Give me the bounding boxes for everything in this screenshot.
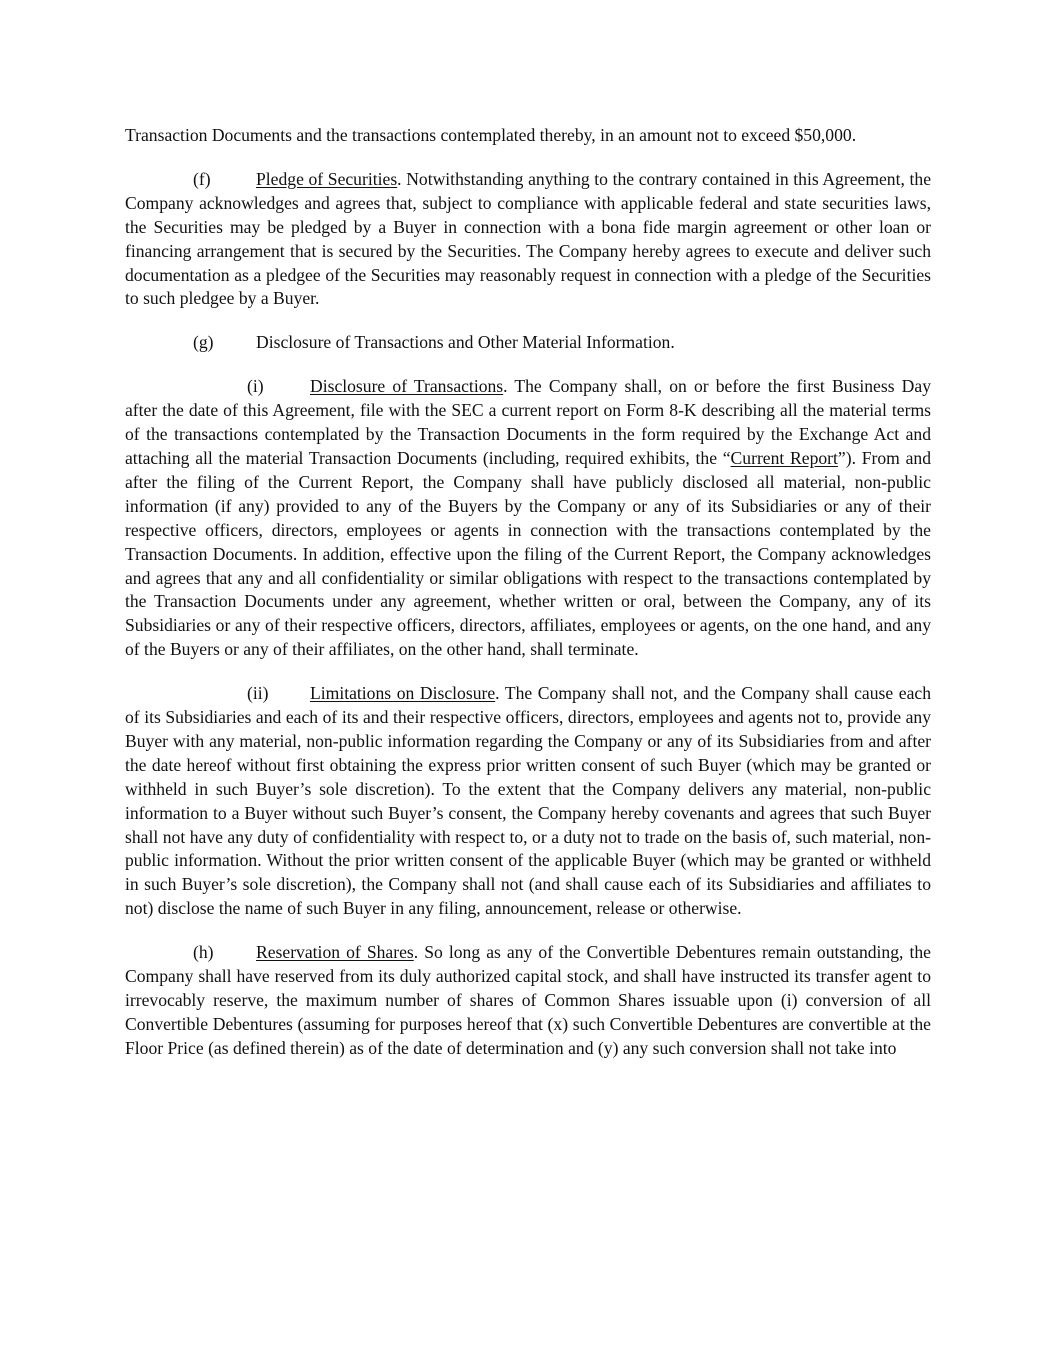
- section-f-title: Pledge of Securities: [256, 168, 398, 189]
- intro-text: Transaction Documents and the transactions contemplated thereby, in an amount not to exceed $50,000.: [125, 125, 857, 145]
- section-g-ii-body: . The Company shall not, and the Company shall cause each of its Subsidiaries and each of its and their respective officers, directors, employees and agents not to, provide any Buyer with any material, non-public information regarding the Company or any of its Subsidiaries from and after the date hereof without first obtaining the express prior written consent of such Buyer (which may be granted or withheld in such Buyer’s sole discretion). To the extent that the Company delivers any material, non-public information to a Buyer without such Buyer’s consent, the Company hereby covenants and agrees that such Buyer shall not have any duty of confidentiality with respect to, or a duty not to trade on the basis of, such material, non-public information. Without the prior written consent of the applicable Buyer (which may be granted or withheld in such Buyer’s sole discretion), the Company shall not (and shall cause each of its Subsidiaries and affiliates to not) disclose the name of such Buyer in any filing, announcement, release or otherwise.: [125, 683, 931, 919]
- section-g-i-paragraph: [125, 375, 931, 662]
- section-g-i-body-part2: ”). From and after the filing of the Current Report, the Company shall have publicly disclosed all material, non-public information (if any) provided to any of the Buyers by the Company or any of its Subsidiaries or any of their respective officers, directors, employees or agents in connection with the transactions contemplated by the Transaction Documents. In addition, effective upon the filing of the Current Report, the Company acknowledges and agrees that any and all confidentiality or similar obligations with respect to the transactions contemplated by the Transaction Documents under any agreement, whether written or oral, between the Company, any of its Subsidiaries or any of their respective officers, directors, affiliates, employees or agents, on the one hand, and any of the Buyers or any of their affiliates, on the other hand, shall terminate.: [125, 447, 931, 660]
- section-g-ii-title: Limitations on Disclosure: [310, 683, 496, 704]
- section-g-title: Disclosure of Transactions and Other Material Information.: [256, 332, 675, 353]
- section-g-ii-paragraph: [125, 682, 931, 921]
- section-h-title: Reservation of Shares: [256, 942, 414, 963]
- section-g-number: (g): [193, 332, 214, 353]
- section-g-i-body-part1: . The Company shall, on or before the first Business Day after the date of this Agreement, file with the SEC a current report on Form 8-K describing all the material terms of the transactions contemplated by the Transaction Documents in the form required by the Exchange Act and attaching all the material Transaction Documents (including, required exhibits, the “: [125, 376, 931, 468]
- current-report-defined-term: Current Report: [730, 447, 838, 468]
- section-f-number: (f): [193, 168, 211, 189]
- section-g-ii-number: (ii): [247, 683, 269, 704]
- intro-paragraph: [125, 124, 931, 148]
- section-h-body: . So long as any of the Convertible Debentures remain outstanding, the Company shall have reserved from its duly authorized capital stock, and shall have instructed its transfer agent to irrevocably reserve, the maximum number of shares of Common Shares issuable upon (i) conversion of all Convertible Debentures (assuming for purposes hereof that (x) such Convertible Debentures are convertible at the Floor Price (as defined therein) as of the date of determination and (y) any such conversion shall not take into: [125, 942, 931, 1058]
- document-page: [125, 124, 931, 1081]
- section-f-paragraph: [125, 168, 931, 311]
- section-f-body: . Notwithstanding anything to the contrary contained in this Agreement, the Company acknowledges and agrees that, subject to compliance with applicable federal and state securities laws, the Securities may be pledged by a Buyer in connection with a bona fide margin agreement or other loan or financing arrangement that is secured by the Securities. The Company hereby agrees to execute and deliver such documentation as a pledgee of the Securities may reasonably request in connection with a pledge of the Securities to such pledgee by a Buyer.: [125, 168, 932, 309]
- section-h-paragraph: [125, 941, 931, 1061]
- section-h-number: (h): [193, 942, 214, 963]
- section-g-heading: [125, 331, 931, 355]
- section-g-i-title: Disclosure of Transactions: [310, 376, 504, 397]
- section-g-i-number: (i): [247, 376, 264, 397]
